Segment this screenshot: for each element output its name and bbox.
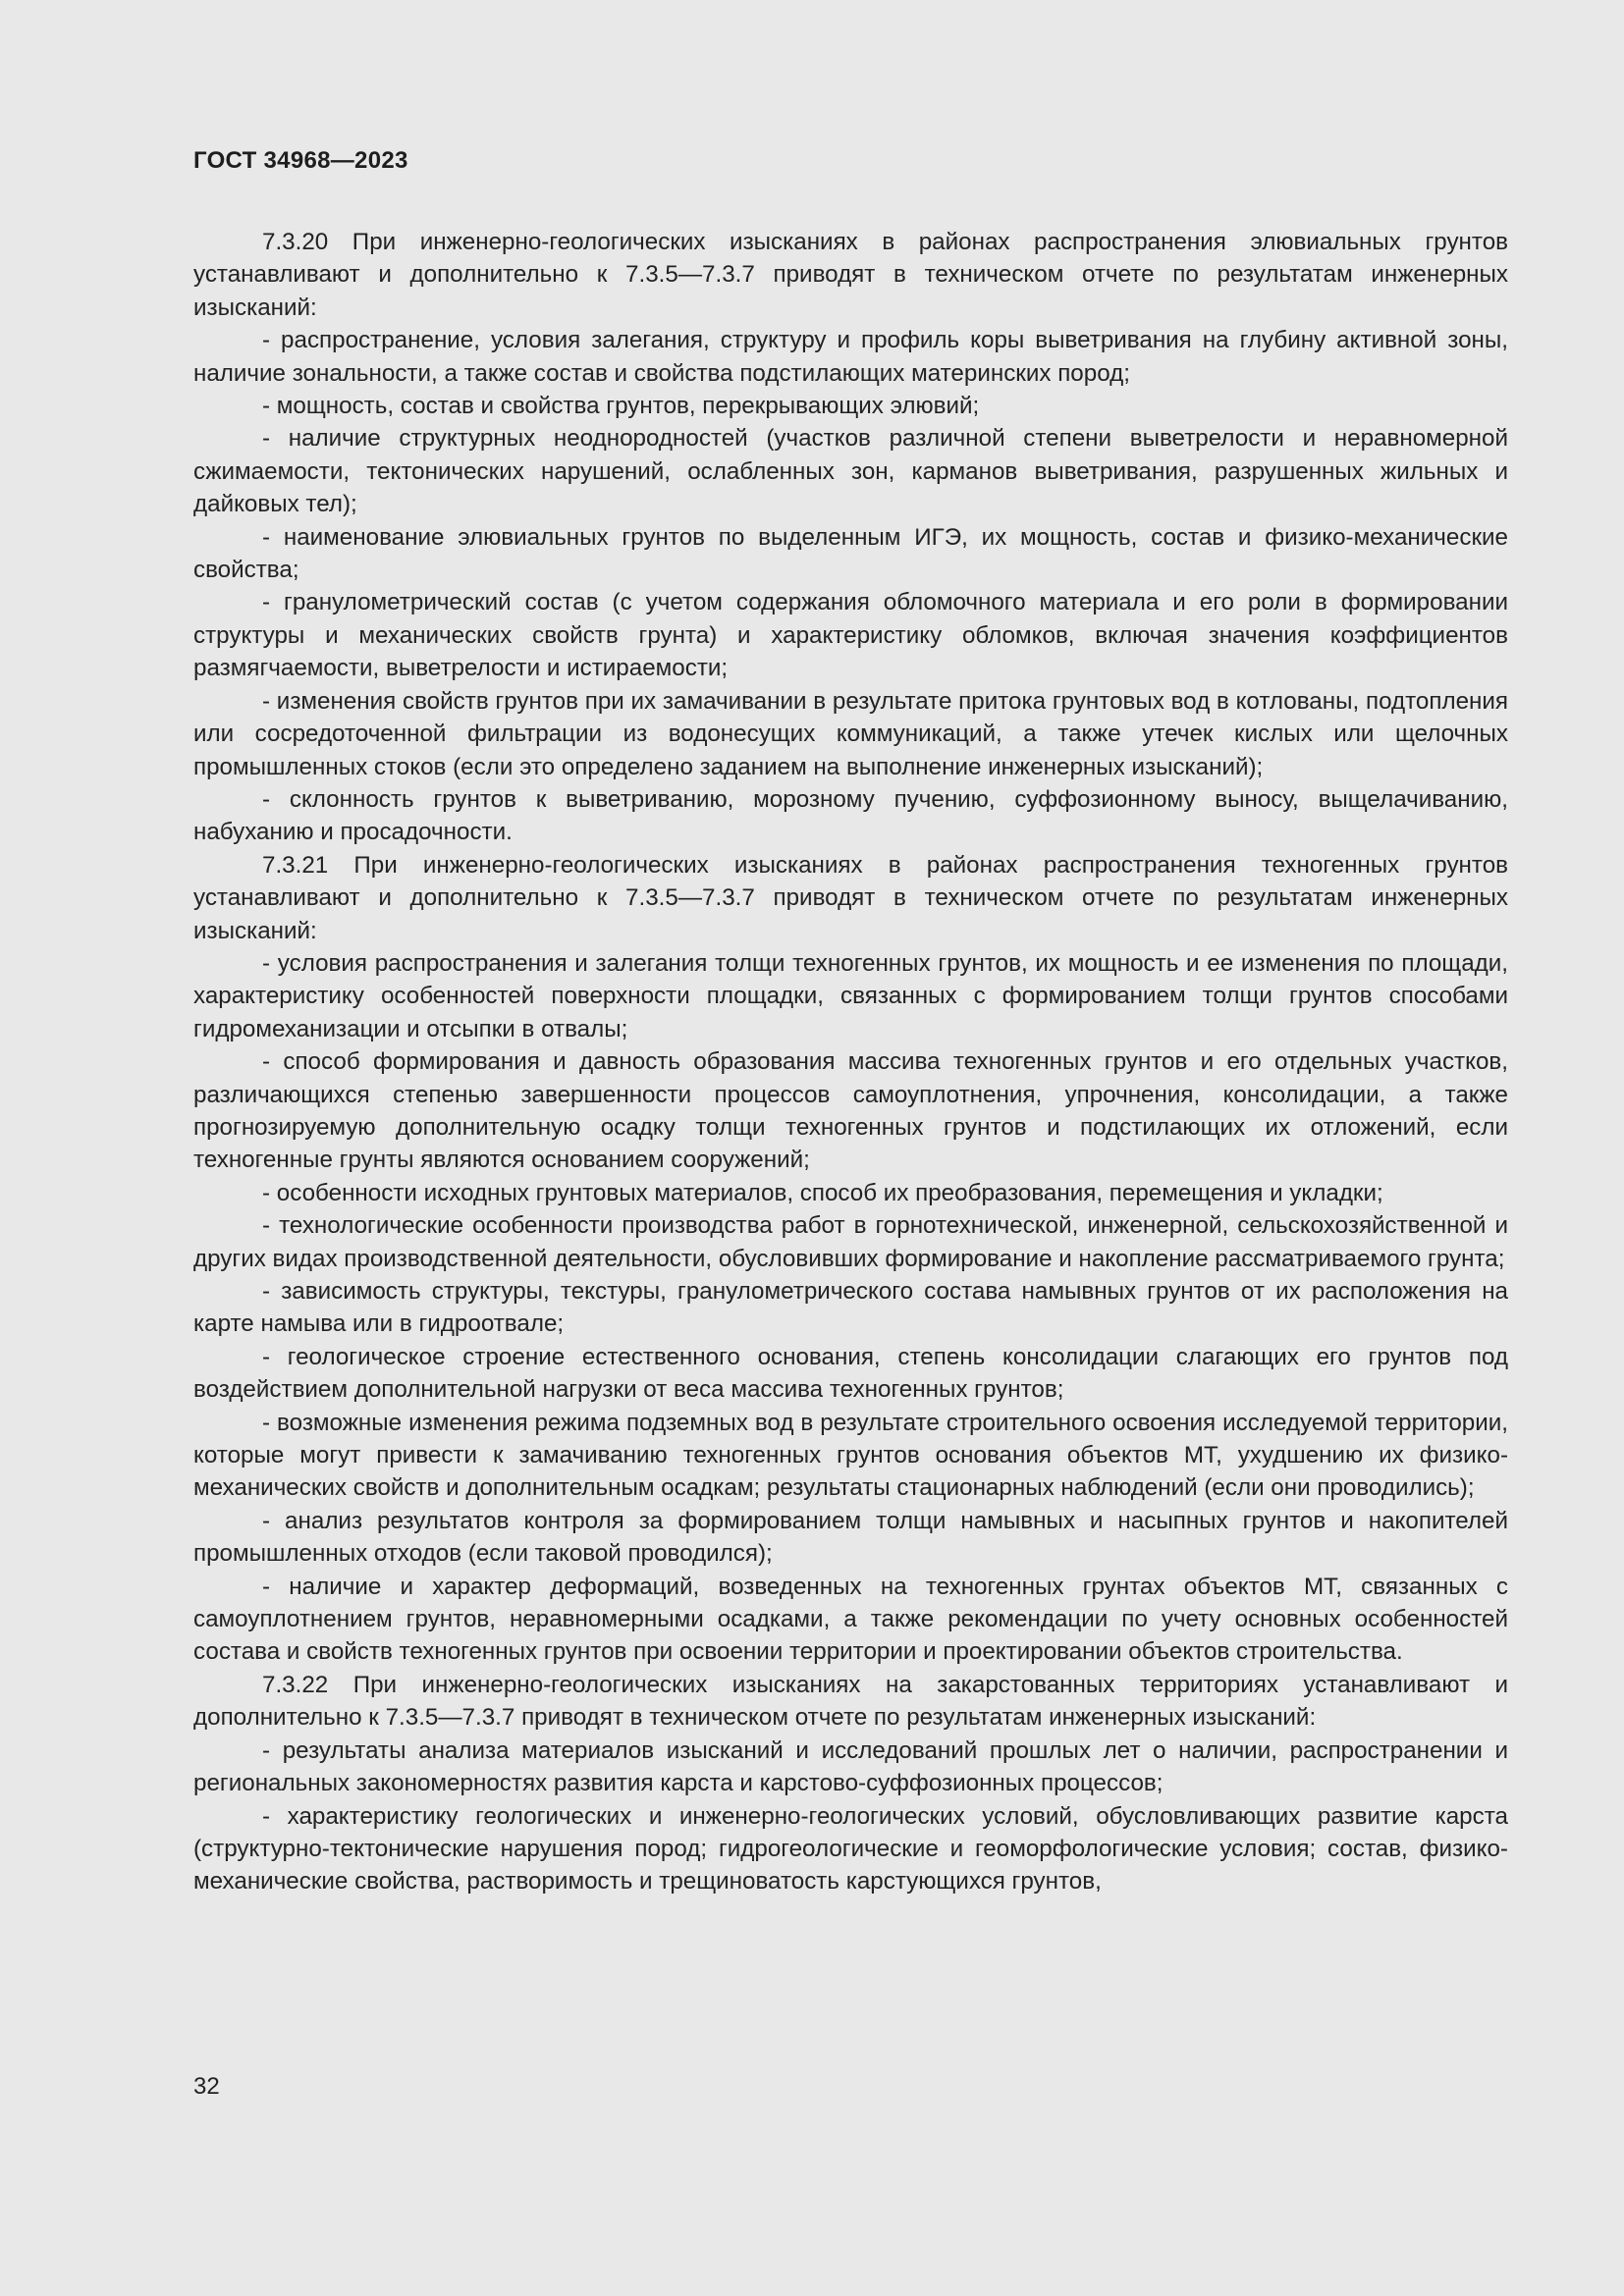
list-item: - возможные изменения режима подземных вод в результате строительного освоения исследуемой территории, которые могут привести к замачиванию техногенных грунтов основания объектов МТ, ухудшению их физико-механических свойств и дополнительным осадкам; результаты стационарных наблюдений (если они проводились); xyxy=(193,1409,1508,1502)
list-item: - геологическое строение естественного основания, степень консолидации слагающих его грунтов под воздействием дополнительной нагрузки от веса массива техногенных грунтов; xyxy=(193,1343,1508,1404)
list-item: - технологические особенности производства работ в горнотехнической, инженерной, сельскохозяйственной и других видах производственной деятельности, обусловивших формирование и накопление рассматриваемого грунта; xyxy=(193,1212,1508,1272)
list-item: - результаты анализа материалов изысканий и исследований прошлых лет о наличии, распространении и региональных закономерностях развития карста и карстово-суффозионных процессов; xyxy=(193,1736,1508,1797)
list-item: - гранулометрический состав (с учетом содержания обломочного материала и его роли в формировании структуры и механических свойств грунта) и характеристику обломков, включая значения коэффициентов размягчаемости, выветрелости и истираемости; xyxy=(193,589,1508,682)
list-item: - распространение, условия залегания, структуру и профиль коры выветривания на глубину активной зоны, наличие зональности, а также состав и свойства подстилающих материнских пород; xyxy=(193,327,1508,387)
list-item: - наличие и характер деформаций, возведенных на техногенных грунтах объектов МТ, связанных с самоуплотнением грунтов, неравномерными осадками, а также рекомендации по учету основных особенностей состава и свойств техногенных грунтов при освоении территории и проектировании объектов строительства. xyxy=(193,1573,1508,1666)
list-item: - наименование элювиальных грунтов по выделенным ИГЭ, их мощность, состав и физико-механические свойства; xyxy=(193,523,1508,584)
list-item: - мощность, состав и свойства грунтов, перекрывающих элювий; xyxy=(262,393,980,420)
list-item: - условия распространения и залегания толщи техногенных грунтов, их мощность и ее изменения по площади, характеристику особенностей поверхности площадки, связанных с формированием толщи грунтов способами гидромеханизации и отсыпки в отвалы; xyxy=(193,949,1508,1042)
page-number: 32 xyxy=(193,2073,220,2100)
list-item: - наличие структурных неоднородностей (участков различной степени выветрелости и неравномерной сжимаемости, тектонических нарушений, ослабленных зон, карманов выветривания, разрушенных жильных и дайковых тел); xyxy=(193,425,1508,518)
paragraph-7-3-21: 7.3.21 При инженерно-геологических изысканиях в районах распространения техногенных грунтов устанавливают и дополнительно к 7.3.5—7.3.7 приводят в техническом отчете по результатам инженерных изысканий: xyxy=(193,851,1508,944)
document-body xyxy=(193,226,1508,1898)
list-item: - способ формирования и давность образования массива техногенных грунтов и его отдельных участков, различающихся степенью завершенности процессов самоуплотнения, упрочнения, консолидации, а также прогнозируемую дополнительную осадку толщи техногенных грунтов и подстилающих их отложений, если техногенные грунты являются основанием сооружений; xyxy=(193,1048,1508,1174)
list-item: - особенности исходных грунтовых материалов, способ их преобразования, перемещения и укладки; xyxy=(262,1179,1383,1206)
list-item: - анализ результатов контроля за формированием толщи намывных и насыпных грунтов и накопителей промышленных отходов (если таковой проводился); xyxy=(193,1507,1508,1568)
document-header: ГОСТ 34968—2023 xyxy=(193,147,408,174)
list-item: - склонность грунтов к выветриванию, морозному пучению, суффозионному выносу, выщелачиванию, набуханию и просадочности. xyxy=(193,785,1508,846)
paragraph-7-3-22: 7.3.22 При инженерно-геологических изысканиях на закарстованных территориях устанавливают и дополнительно к 7.3.5—7.3.7 приводят в техническом отчете по результатам инженерных изысканий: xyxy=(193,1671,1508,1732)
list-item: - изменения свойств грунтов при их замачивании в результате притока грунтовых вод в котлованы, подтопления или сосредоточенной фильтрации из водонесущих коммуникаций, а также утечек кислых или щелочных промышленных стоков (если это определено заданием на выполнение инженерных изысканий); xyxy=(193,687,1508,780)
paragraph-7-3-20: 7.3.20 При инженерно-геологических изысканиях в районах распространения элювиальных грунтов устанавливают и дополнительно к 7.3.5—7.3.7 приводят в техническом отчете по результатам инженерных изысканий: xyxy=(193,229,1508,321)
list-item: - зависимость структуры, текстуры, гранулометрического состава намывных грунтов от их расположения на карте намыва или в гидроотвале; xyxy=(193,1278,1508,1338)
list-item: - характеристику геологических и инженерно-геологических условий, обусловливающих развитие карста (структурно-тектонические нарушения пород; гидрогеологические и геоморфологические условия; состав, физико-механические свойства, растворимость и трещиноватость карстующихся грунтов, xyxy=(193,1802,1508,1896)
